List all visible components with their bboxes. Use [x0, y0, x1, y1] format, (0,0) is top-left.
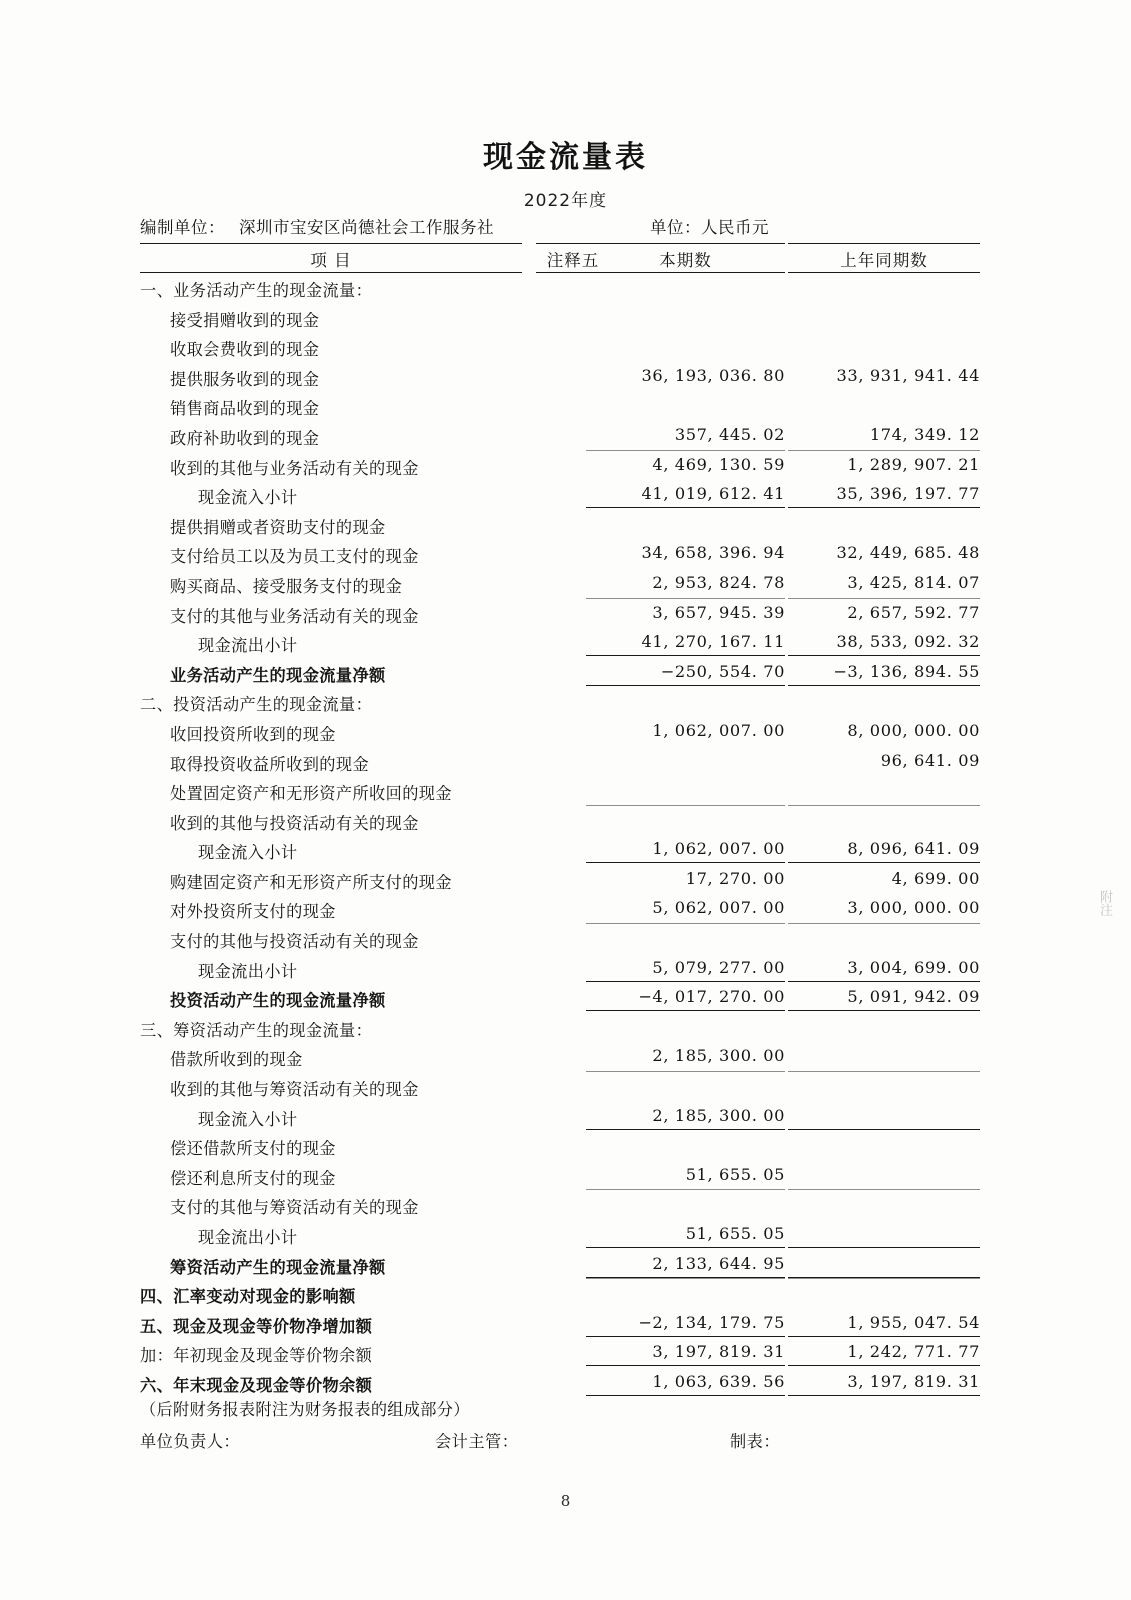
row-previous-value: 96, 641. 09 [880, 750, 980, 770]
table-row [140, 363, 980, 393]
row-item-label: 偿还借款所支付的现金 [170, 1139, 336, 1159]
previous-column-rule [788, 1010, 980, 1011]
row-previous-value: −3, 136, 894. 55 [833, 661, 980, 681]
table-row [140, 1132, 960, 1162]
row-item-label: 收到的其他与业务活动有关的现金 [170, 458, 419, 478]
current-column-rule [586, 1247, 785, 1248]
row-current-value: 1, 062, 007. 00 [652, 839, 785, 859]
table-row [140, 452, 980, 482]
table-row [140, 1014, 960, 1044]
row-previous-value: 35, 396, 197. 77 [836, 484, 980, 504]
row-current-value: 2, 133, 644. 95 [652, 1253, 785, 1273]
current-column-rule [586, 981, 785, 982]
row-current-value: −2, 134, 179. 75 [638, 1312, 785, 1332]
row-previous-value: 2, 657, 592. 77 [847, 602, 980, 622]
row-item-label: 提供服务收到的现金 [170, 369, 320, 389]
table-row [140, 925, 960, 955]
row-item-label: 取得投资收益所收到的现金 [170, 754, 370, 774]
preparer-label: 编制单位： [140, 218, 225, 237]
current-column-rule [586, 685, 785, 686]
row-item-label: 收取会费收到的现金 [170, 340, 320, 360]
row-current-value: 5, 079, 277. 00 [652, 957, 785, 977]
row-item-label: 购建固定资产和无形资产所支付的现金 [170, 872, 452, 892]
previous-column-rule [788, 655, 980, 656]
current-column-rule [586, 1278, 785, 1279]
row-item-label: 现金流入小计 [198, 488, 298, 508]
preparer-entity [140, 214, 494, 238]
row-item-label: 收到的其他与投资活动有关的现金 [170, 813, 419, 833]
table-row [140, 1043, 960, 1073]
signature-row [140, 1428, 970, 1452]
row-current-value: 2, 953, 824. 78 [652, 572, 785, 592]
table-row [140, 1369, 980, 1399]
statement-meta [140, 214, 960, 238]
row-current-value: 41, 270, 167. 11 [641, 632, 785, 652]
previous-column-rule [788, 685, 980, 686]
table-body [140, 274, 980, 1399]
row-item-label: 借款所收到的现金 [170, 1050, 303, 1070]
column-header-current: 本期数 [659, 251, 712, 270]
current-column-rule [586, 655, 785, 656]
row-item-label: 现金流出小计 [198, 636, 298, 656]
table-row [140, 688, 960, 718]
row-item-label: 现金流出小计 [198, 1228, 298, 1247]
table-row [140, 333, 960, 363]
row-previous-value: 8, 096, 641. 09 [847, 839, 980, 859]
current-column-rule [586, 1071, 785, 1072]
row-current-value: 1, 063, 639. 56 [652, 1371, 785, 1391]
table-row [140, 570, 980, 600]
row-item-label: 二、投资活动产生的现金流量： [140, 695, 373, 715]
table-row [140, 659, 980, 689]
row-item-label: 支付的其他与投资活动有关的现金 [170, 932, 419, 952]
row-item-label: 对外投资所支付的现金 [170, 902, 336, 922]
previous-column-rule [788, 1129, 980, 1130]
previous-column-rule [788, 1071, 980, 1072]
row-item-label: 接受捐赠收到的现金 [170, 310, 320, 330]
signature-preparer: 制表： [730, 1432, 781, 1451]
table-row [140, 422, 980, 452]
previous-column-rule [788, 862, 980, 863]
row-item-label: 销售商品收到的现金 [170, 399, 320, 419]
table-header-row [140, 243, 960, 274]
table-row [140, 392, 960, 422]
previous-column-rule [788, 1336, 980, 1337]
current-column-rule [586, 507, 785, 508]
table-row [140, 1162, 960, 1192]
row-item-label: 提供捐赠或者资助支付的现金 [170, 517, 386, 537]
table-row [140, 1339, 980, 1369]
row-current-value: 51, 655. 05 [685, 1164, 785, 1184]
row-current-value: 36, 193, 036. 80 [641, 365, 785, 385]
table-row [140, 274, 960, 304]
table-row [140, 1191, 960, 1221]
header-rule-current-bottom [586, 272, 785, 273]
row-item-label: 现金流入小计 [198, 1109, 298, 1129]
row-current-value: 3, 197, 819. 31 [652, 1342, 785, 1362]
table-row [140, 1221, 960, 1251]
scan-edge-artifact: 附注 [1097, 890, 1112, 916]
row-item-label: 现金流入小计 [198, 843, 298, 863]
table-row [140, 1073, 960, 1103]
current-column-rule [586, 1010, 785, 1011]
row-current-value: 34, 658, 396. 94 [641, 543, 785, 563]
page-number: 8 [560, 1492, 571, 1510]
previous-column-rule [788, 1247, 980, 1248]
row-previous-value: 1, 955, 047. 54 [847, 1312, 980, 1332]
row-item-label: 支付的其他与筹资活动有关的现金 [170, 1198, 419, 1218]
header-rule-previous-bottom [788, 272, 980, 273]
table-row [140, 1103, 960, 1133]
current-column-rule [586, 805, 785, 806]
column-header-item: 项 目 [310, 251, 352, 270]
table-row [140, 1280, 960, 1310]
table-row [140, 866, 980, 896]
row-previous-value: 32, 449, 685. 48 [836, 543, 980, 563]
row-item-label: 业务活动产生的现金流量净额 [170, 665, 386, 685]
row-item-label: 加：年初现金及现金等价物余额 [140, 1346, 373, 1366]
current-column-rule [586, 1189, 785, 1190]
table-row [140, 807, 960, 837]
previous-column-rule [788, 981, 980, 982]
row-previous-value: 3, 004, 699. 00 [847, 957, 980, 977]
table-row [140, 1310, 980, 1340]
row-item-label: 三、筹资活动产生的现金流量： [140, 1020, 373, 1040]
column-header-note: 注释五 [546, 251, 600, 270]
row-item-label: 偿还利息所支付的现金 [170, 1168, 336, 1188]
row-current-value: 4, 469, 130. 59 [652, 454, 785, 474]
table-row [140, 836, 980, 866]
table-row [140, 600, 980, 630]
row-previous-value: 4, 699. 00 [891, 868, 980, 888]
previous-column-rule [788, 450, 980, 451]
row-previous-value: 1, 242, 771. 77 [847, 1342, 980, 1362]
row-current-value: −4, 017, 270. 00 [638, 987, 785, 1007]
current-column-rule [586, 450, 785, 451]
signature-responsible-person: 单位负责人： [140, 1432, 241, 1451]
current-column-rule [586, 923, 785, 924]
row-item-label: 收到的其他与筹资活动有关的现金 [170, 1080, 419, 1100]
row-item-label: 收回投资所收到的现金 [170, 724, 336, 744]
row-item-label: 支付给员工以及为员工支付的现金 [170, 547, 419, 567]
table-row [140, 777, 960, 807]
row-current-value: 41, 019, 612. 41 [641, 484, 785, 504]
row-current-value: 5, 062, 007. 00 [652, 898, 785, 918]
previous-column-rule [788, 507, 980, 508]
previous-column-rule [788, 598, 980, 599]
row-current-value: 17, 270. 00 [685, 868, 785, 888]
row-previous-value: 38, 533, 092. 32 [836, 632, 980, 652]
row-previous-value: 8, 000, 000. 00 [847, 720, 980, 740]
table-row [140, 629, 980, 659]
table-row [140, 481, 980, 511]
table-row [140, 895, 980, 925]
preparer-value: 深圳市宝安区尚德社会工作服务社 [239, 218, 494, 237]
row-item-label: 投资活动产生的现金流量净额 [170, 991, 386, 1011]
current-column-rule [586, 1129, 785, 1130]
row-current-value: 51, 655. 05 [685, 1224, 785, 1243]
table-row [140, 304, 960, 334]
header-rule-item-bottom [140, 272, 522, 273]
previous-column-rule [788, 1395, 980, 1396]
row-current-value: 1, 062, 007. 00 [652, 720, 785, 740]
row-previous-value: 174, 349. 12 [869, 424, 980, 444]
page-subtitle: 2022年度 [523, 191, 608, 211]
current-column-rule [586, 1365, 785, 1366]
current-column-rule [586, 1336, 785, 1337]
signature-accounting-supervisor: 会计主管： [435, 1432, 519, 1451]
row-item-label: 五、现金及现金等价物净增加额 [140, 1316, 373, 1336]
row-item-label: 六、年末现金及现金等价物余额 [140, 1375, 373, 1395]
row-item-label: 筹资活动产生的现金流量净额 [170, 1257, 386, 1277]
previous-column-rule [788, 923, 980, 924]
header-rule-item-top [140, 243, 522, 244]
table-row [140, 718, 980, 748]
table-row [140, 748, 980, 778]
table-row [140, 955, 980, 985]
row-current-value: 3, 657, 945. 39 [652, 602, 785, 622]
row-current-value: 2, 185, 300. 00 [652, 1105, 785, 1125]
column-header-previous: 上年同期数 [840, 251, 928, 270]
table-row [140, 1251, 960, 1281]
page-title: 现金流量表 [483, 140, 648, 175]
previous-column-rule [788, 1278, 980, 1279]
row-item-label: 购买商品、接受服务支付的现金 [170, 576, 403, 596]
row-previous-value: 3, 000, 000. 00 [847, 898, 980, 918]
row-item-label: 现金流出小计 [198, 961, 298, 981]
row-current-value: −250, 554. 70 [660, 661, 785, 681]
previous-column-rule [788, 1365, 980, 1366]
row-previous-value: 5, 091, 942. 09 [847, 987, 980, 1007]
row-current-value: 357, 445. 02 [674, 424, 785, 444]
row-previous-value: 3, 425, 814. 07 [847, 572, 980, 592]
row-item-label: 政府补助收到的现金 [170, 428, 320, 448]
header-rule-current-top [586, 243, 785, 244]
previous-column-rule [788, 1189, 980, 1190]
statement-footnote: （后附财务报表附注为财务报表的组成部分） [140, 1400, 470, 1419]
current-column-rule [586, 598, 785, 599]
cash-flow-table [140, 243, 980, 1399]
row-item-label: 处置固定资产和无形资产所收回的现金 [170, 784, 452, 804]
current-column-rule [586, 1395, 785, 1396]
current-column-rule [586, 862, 785, 863]
row-item-label: 一、业务活动产生的现金流量： [140, 281, 373, 300]
row-previous-value: 1, 289, 907. 21 [847, 454, 980, 474]
previous-column-rule [788, 805, 980, 806]
row-item-label: 支付的其他与业务活动有关的现金 [170, 606, 419, 626]
row-previous-value: 3, 197, 819. 31 [847, 1371, 980, 1391]
table-row [140, 540, 980, 570]
row-item-label: 四、汇率变动对现金的影响额 [140, 1287, 356, 1307]
row-current-value: 2, 185, 300. 00 [652, 1046, 785, 1066]
header-rule-previous-top [788, 243, 980, 244]
table-row [140, 984, 980, 1014]
currency-unit-label: 单位：人民币元 [650, 218, 769, 237]
table-row [140, 511, 960, 541]
row-previous-value: 33, 931, 941. 44 [836, 365, 980, 385]
